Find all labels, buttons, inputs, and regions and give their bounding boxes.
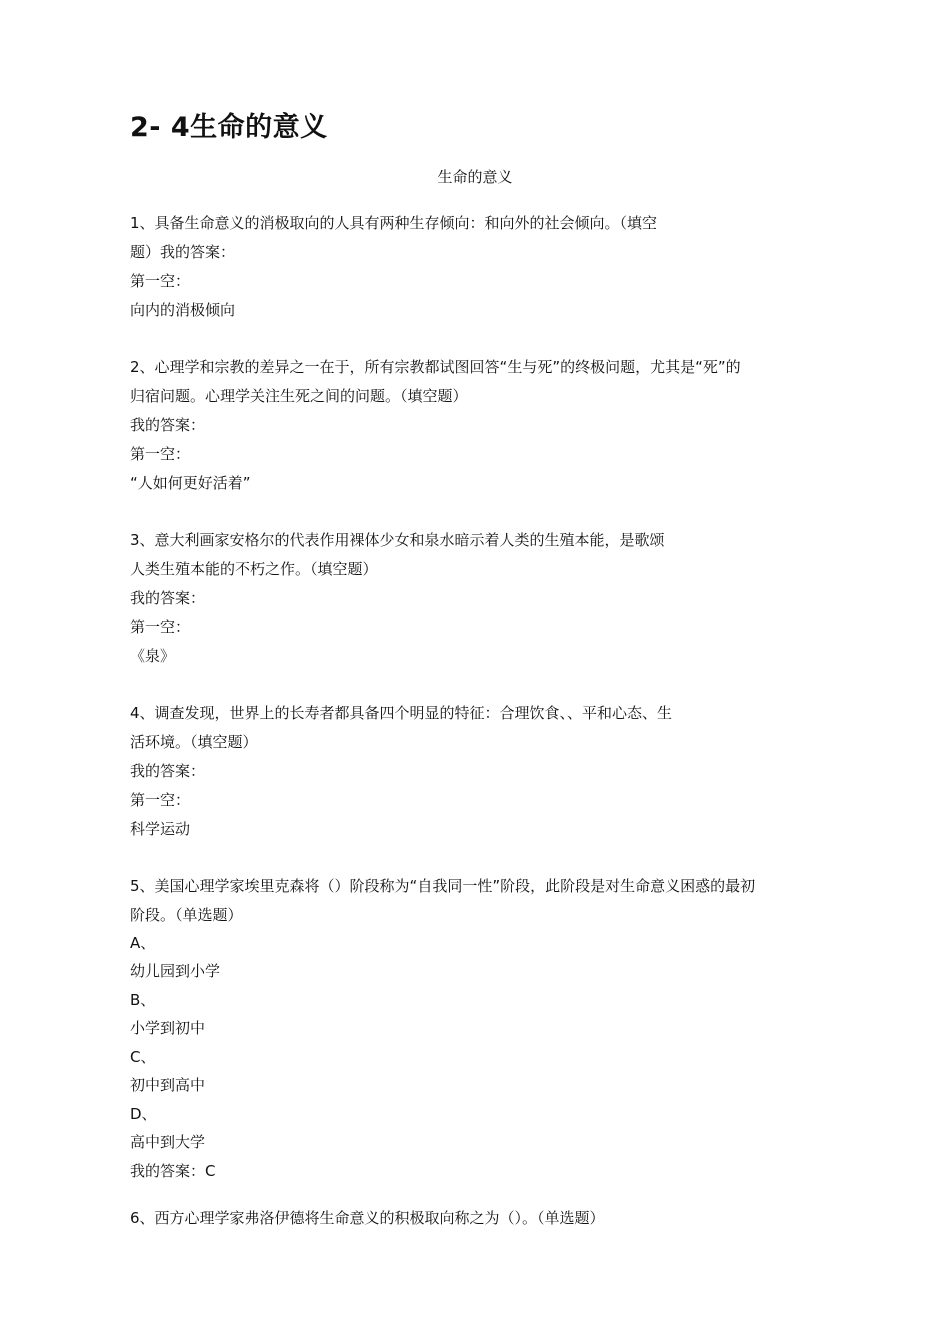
question-3-blank-label: 第一空：: [130, 618, 191, 636]
question-5-option-c-text: 初中到高中: [130, 1076, 206, 1094]
question-5-text-line-1: 5、美国心理学家埃里克森将（）阶段称为“自我同一性”阶段，此阶段是对生命意义困惑的最初: [130, 877, 756, 895]
question-5-option-b-text: 小学到初中: [130, 1019, 206, 1037]
question-1-text-line-2: 题）我的答案：: [130, 243, 236, 261]
question-5-option-d-label: D、: [130, 1105, 157, 1123]
question-4-answer: 科学运动: [130, 820, 191, 838]
question-2-text-line-1: 2、心理学和宗教的差异之一在于，所有宗教都试图回答“生与死”的终极问题，尤其是“死”的: [130, 358, 741, 376]
document-title: 2- 4生命的意义: [130, 112, 328, 143]
question-2-blank-label: 第一空：: [130, 445, 191, 463]
question-5-option-d-text: 高中到大学: [130, 1133, 206, 1151]
question-4-text-line-1: 4、调查发现，世界上的长寿者都具备四个明显的特征：合理饮食、、平和心态、生: [130, 704, 673, 722]
question-3-answer: 《泉》: [130, 647, 176, 665]
question-5-option-a-text: 幼儿园到小学: [130, 962, 221, 980]
question-4-text-line-2: 活环境。（填空题）: [130, 733, 258, 751]
question-2-text-line-2: 归宿问题。心理学关注生死之间的问题。（填空题）: [130, 387, 468, 405]
question-2-my-answer-label: 我的答案：: [130, 416, 206, 434]
question-6-text-line-1: 6、西方心理学家弗洛伊德将生命意义的积极取向称之为（）。（单选题）: [130, 1209, 605, 1227]
question-5-option-a-label: A、: [130, 934, 156, 952]
question-2-answer: “人如何更好活着”: [130, 474, 251, 492]
question-5-my-answer: 我的答案：C: [130, 1162, 216, 1180]
question-1-answer: 向内的消极倾向: [130, 301, 236, 319]
question-4-my-answer-label: 我的答案：: [130, 762, 206, 780]
question-1-text-line-1: 1、具备生命意义的消极取向的人具有两种生存倾向：和向外的社会倾向。（填空: [130, 214, 658, 232]
question-5-text-line-2: 阶段。（单选题）: [130, 906, 243, 924]
document-subtitle: 生命的意义: [437, 168, 513, 186]
question-5-option-b-label: B、: [130, 991, 156, 1009]
question-1-blank-label: 第一空：: [130, 272, 191, 290]
question-3-text-line-1: 3、意大利画家安格尔的代表作用裸体少女和泉水暗示着人类的生殖本能，是歌颂: [130, 531, 665, 549]
question-3-text-line-2: 人类生殖本能的不朽之作。（填空题）: [130, 560, 378, 578]
question-4-blank-label: 第一空：: [130, 791, 191, 809]
question-5-option-c-label: C、: [130, 1048, 156, 1066]
question-3-my-answer-label: 我的答案：: [130, 589, 206, 607]
